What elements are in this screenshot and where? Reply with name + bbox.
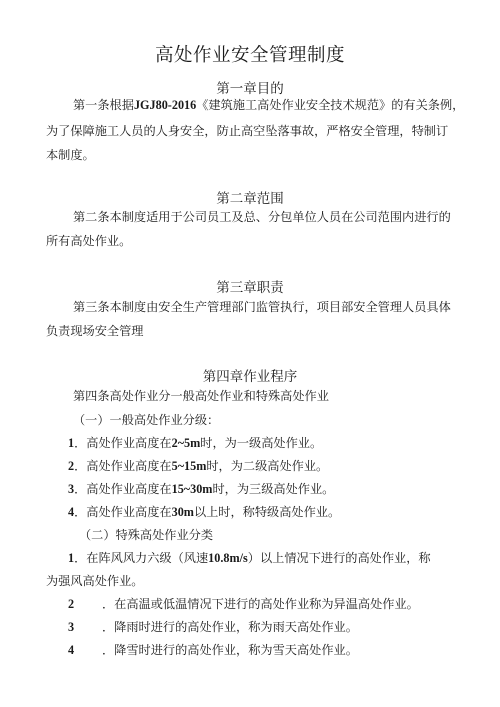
list-item-number: 4 <box>68 505 75 519</box>
standard-code: JGJ80-2016 <box>133 98 197 112</box>
chapter-2-para-line-2: 所有高处作业。 <box>46 234 132 248</box>
chapter-2-heading: 第二章范围 <box>216 191 284 207</box>
chapter-1-heading: 第一章目的 <box>216 81 284 97</box>
chapter-3-heading: 第三章职责 <box>216 280 284 296</box>
list-item-number: 1 <box>68 436 75 450</box>
height-range: 2~5m <box>171 436 201 450</box>
special-item <box>68 596 419 612</box>
document-title: 高处作业安全管理制度 <box>154 45 345 66</box>
special-classification-heading: （二）特殊高处作业分类 <box>79 528 214 542</box>
list-item-number: 2 <box>68 459 75 473</box>
chapter-3-para-line-1: 第三条本制度由安全生产管理部门监管执行，项目部安全管理人员具体 <box>73 300 451 314</box>
height-range: 5~15m <box>171 459 207 473</box>
special-item-text: ）以上情况下进行的高处作业，称 <box>247 551 431 565</box>
chapter-3-para-line-2: 负责现场安全管理 <box>46 324 144 338</box>
list-item-text: ．高处作业高度在 <box>74 459 172 473</box>
list-item-text: ．高处作业高度在 <box>74 482 172 496</box>
list-item-text: 时，为三级高处作业。 <box>212 482 335 496</box>
list-item-text: 时，为二级高处作业。 <box>206 459 329 473</box>
special-item-number: 3 <box>68 620 75 634</box>
general-classification-heading: （一）一般高处作业分级： <box>73 413 220 427</box>
list-item-text: 时，为一级高处作业。 <box>200 436 323 450</box>
special-item <box>68 550 431 566</box>
special-item-number: 1 <box>68 551 75 565</box>
list-item <box>68 458 328 474</box>
list-item <box>68 435 322 451</box>
article-1-prefix: 第一条根据 <box>73 98 134 112</box>
chapter-1-para-line-2: 为了保障施工人员的人身安全，防止高空坠落事故，严格安全管理，特制订 <box>46 124 449 138</box>
special-item <box>68 619 358 635</box>
special-item-text: ．在阵风风力六级（风速 <box>74 551 209 565</box>
list-item <box>68 504 340 520</box>
special-item <box>68 642 358 658</box>
article-4-intro: 第四条高处作业分一般高处作业和特殊高处作业 <box>73 389 329 403</box>
list-item-text: 以上时，称特级高处作业。 <box>193 505 341 519</box>
list-item-text: ．高处作业高度在 <box>74 436 172 450</box>
chapter-2-para-line-1: 第二条本制度适用于公司员工及总、分包单位人员在公司范围内进行的 <box>73 210 451 224</box>
special-item-text: ．降雨时进行的高处作业，称为雨天高处作业。 <box>102 620 358 634</box>
special-item-continuation: 为强风高处作业。 <box>46 574 144 588</box>
standard-title: 《建筑施工高处作业安全技术规范》的有关条例， <box>196 98 465 112</box>
height-range: 15~30m <box>171 482 213 496</box>
height-range: 30m <box>171 505 194 519</box>
chapter-4-heading: 第四章作业程序 <box>202 369 298 385</box>
special-item-number: 2 <box>68 597 75 611</box>
special-item-text: ．在高温或低温情况下进行的高处作业称为异温高处作业。 <box>102 597 419 611</box>
chapter-1-para-line-3: 本制度。 <box>46 148 95 162</box>
special-item-text: ．降雪时进行的高处作业，称为雪天高处作业。 <box>102 643 358 657</box>
chapter-1-para-line-1 <box>73 97 464 113</box>
list-item-text: ．高处作业高度在 <box>74 505 172 519</box>
special-item-number: 4 <box>68 643 75 657</box>
wind-speed: 10.8m/s <box>208 551 248 565</box>
list-item-number: 3 <box>68 482 75 496</box>
list-item <box>68 481 334 497</box>
